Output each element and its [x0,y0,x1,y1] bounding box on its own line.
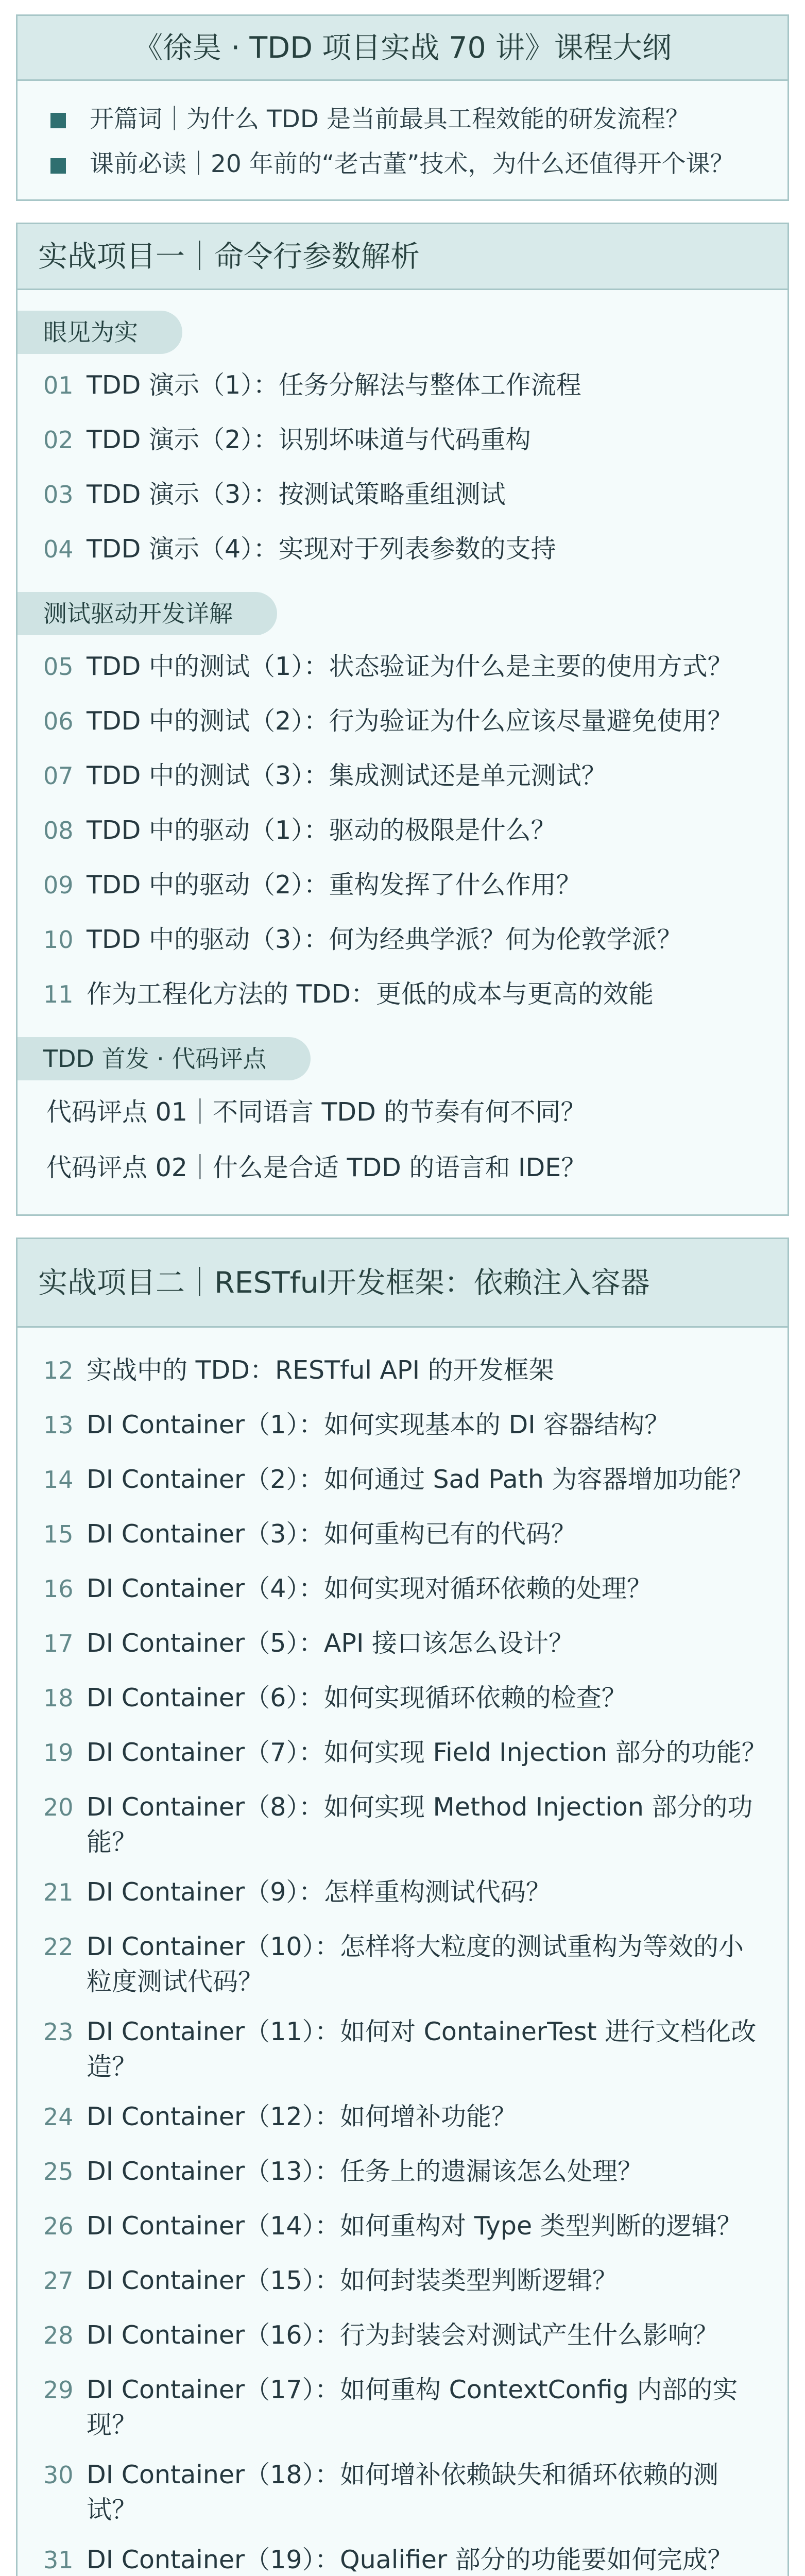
lesson-item[interactable]: 29 DI Container（17）：如何重构 ContextConfig 内部的实现？ [43,2375,738,2439]
lesson-item[interactable]: 07 TDD 中的测试（3）：集成测试还是单元测试？ [43,761,607,790]
lesson-item[interactable]: 31 DI Container（19）：Qualifier 部分的功能要如何完成？ [43,2545,733,2574]
header-title-bar [18,16,787,81]
section-lessons [18,358,787,577]
lesson-item[interactable]: 17 DI Container（5）：API 接口该怎么设计？ [43,1629,574,1658]
project1-card [16,223,789,1216]
project2-title-bar [18,1239,787,1328]
lesson-item[interactable]: 20 DI Container（8）：如何实现 Method Injection 部分的功能？ [43,1792,753,1857]
lesson-item[interactable]: 03 TDD 演示（3）：按测试策略重组测试 [43,480,506,509]
section-tag-tdd-detail: 测试驱动开发详解 [18,592,277,635]
lesson-item[interactable]: 08 TDD 中的驱动（1）：驱动的极限是什么？ [43,816,556,845]
lesson-item[interactable]: 23 DI Container（11）：如何对 ContainerTest 进行文档化改造？ [43,2017,757,2081]
page-title: 《徐昊 · TDD 项目实战 70 讲》课程大纲 [133,30,672,65]
lesson-item[interactable]: 16 DI Container（4）：如何实现对循环依赖的处理？ [43,1574,652,1603]
lesson-item[interactable]: 21 DI Container（9）：怎样重构测试代码？ [43,1877,551,1907]
lesson-item[interactable]: 12 实战中的 TDD：RESTful API 的开发框架 [43,1355,554,1385]
lesson-item[interactable]: 30 DI Container（18）：如何增补依赖缺失和循环依赖的测试？ [43,2460,719,2524]
intro-list [18,81,787,199]
section-tag-code-review: TDD 首发 · 代码评点 [18,1037,311,1080]
list-item[interactable]: 课前必读｜20 年前的“老古董”技术，为什么还值得开个课？ [50,146,755,182]
review-list [18,1084,787,1196]
project1-title-bar [18,224,787,290]
lesson-item[interactable]: 25 DI Container（13）：任务上的遗漏该怎么处理？ [43,2157,643,2186]
project2-card [16,1238,789,2576]
project2-title: 实战项目二｜RESTful开发框架：依赖注入容器 [38,1265,650,1300]
section-lessons [18,639,787,1022]
lesson-item[interactable]: 22 DI Container（10）：怎样将大粒度的测试重构为等效的小粒度测试代码？ [43,1932,744,1996]
header-card [16,14,789,201]
review-item[interactable]: 代码评点 01｜不同语言 TDD 的节奏有何不同？ [46,1097,586,1127]
lesson-item[interactable]: 02 TDD 演示（2）：识别坏味道与代码重构 [43,425,531,454]
lesson-item[interactable]: 24 DI Container（12）：如何增补功能？ [43,2102,517,2131]
lesson-item[interactable]: 15 DI Container（3）：如何重构已有的代码？ [43,1519,576,1549]
project1-title: 实战项目一｜命令行参数解析 [38,239,420,274]
lesson-item[interactable]: 10 TDD 中的驱动（3）：何为经典学派？何为伦敦学派？ [43,925,682,954]
lesson-item[interactable]: 01 TDD 演示（1）：任务分解法与整体工作流程 [43,370,581,400]
lesson-item[interactable]: 28 DI Container（16）：行为封装会对测试产生什么影响？ [43,2320,719,2350]
lesson-item[interactable]: 13 DI Container（1）：如何实现基本的 DI 容器结构？ [43,1410,670,1439]
lesson-item[interactable]: 19 DI Container（7）：如何实现 Field Injection 部分的功能？ [43,1738,767,1767]
list-item[interactable]: 开篇词｜为什么 TDD 是当前最具工程效能的研发流程？ [50,100,755,139]
lesson-item[interactable]: 11 作为工程化方法的 TDD：更低的成本与更高的效能 [43,979,654,1009]
bullet-square-icon [50,158,66,174]
project1-sections [18,290,787,1214]
project2-lessons [18,1328,787,2576]
bullet-square-icon [50,113,66,128]
lesson-item[interactable]: 14 DI Container（2）：如何通过 Sad Path 为容器增加功能？ [43,1465,754,1494]
lesson-item[interactable]: 06 TDD 中的测试（2）：行为验证为什么应该尽量避免使用？ [43,706,733,736]
section-tag-seeing: 眼见为实 [18,311,182,354]
lesson-item[interactable]: 26 DI Container（14）：如何重构对 Type 类型判断的逻辑？ [43,2211,742,2241]
lesson-item[interactable]: 27 DI Container（15）：如何封装类型判断逻辑？ [43,2266,618,2295]
lesson-item[interactable]: 09 TDD 中的驱动（2）：重构发挥了什么作用？ [43,870,581,900]
lesson-item[interactable]: 05 TDD 中的测试（1）：状态验证为什么是主要的使用方式？ [43,652,733,681]
lesson-item[interactable]: 04 TDD 演示（4）：实现对于列表参数的支持 [43,534,556,564]
lesson-item[interactable]: 18 DI Container（6）：如何实现循环依赖的检查？ [43,1683,627,1713]
review-item[interactable]: 代码评点 02｜什么是合适 TDD 的语言和 IDE？ [46,1153,587,1182]
